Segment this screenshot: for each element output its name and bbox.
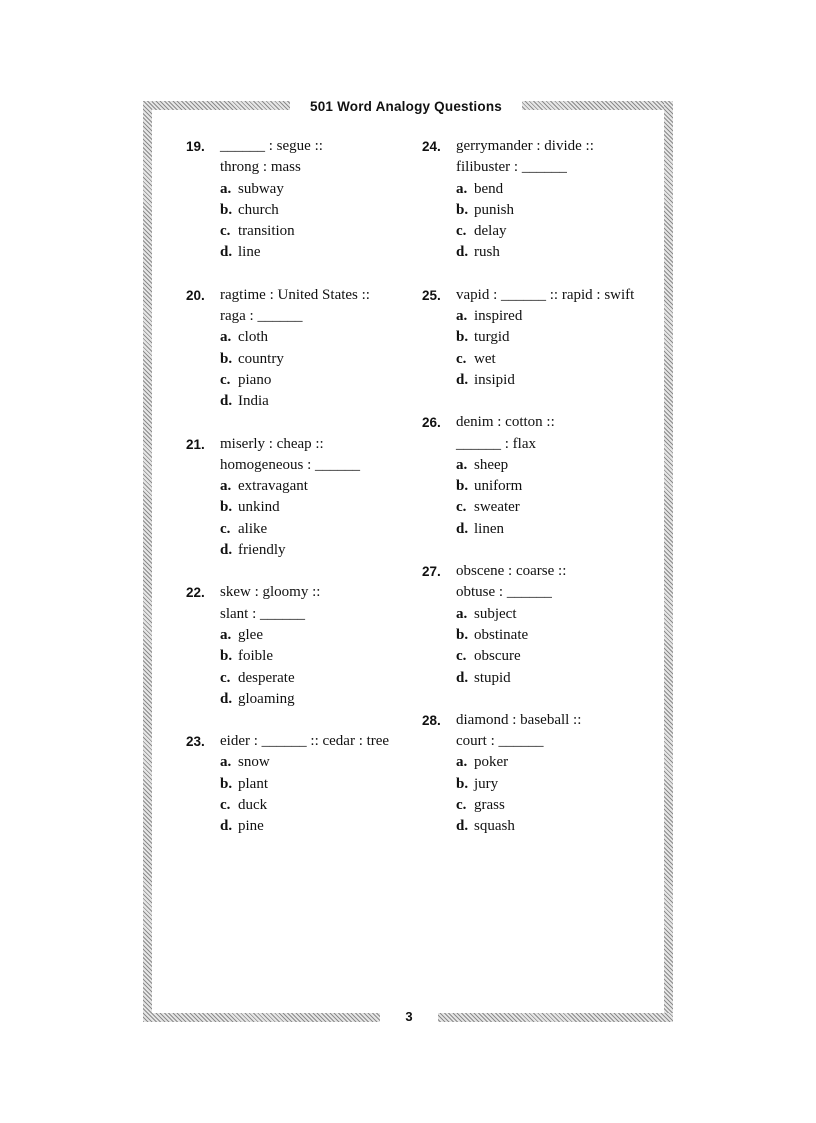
option-text: bend xyxy=(474,180,504,197)
answer-option[interactable] xyxy=(220,370,416,391)
option-text: punish xyxy=(474,201,515,218)
answer-option[interactable] xyxy=(456,476,652,497)
option-letter: b. xyxy=(220,648,233,665)
question-number: 23. xyxy=(186,734,205,750)
option-text: desperate xyxy=(238,669,295,686)
right-column xyxy=(422,136,652,859)
answer-option[interactable] xyxy=(456,179,652,200)
option-text: sweater xyxy=(474,499,520,516)
question-stem-line: gerrymander : divide :: xyxy=(456,138,594,154)
option-text: sheep xyxy=(474,456,509,473)
option-letter: d. xyxy=(456,818,469,835)
option-text: piano xyxy=(238,371,272,388)
option-text: subway xyxy=(238,180,284,197)
option-text: stupid xyxy=(474,669,511,686)
option-letter: b. xyxy=(456,626,469,643)
answer-option[interactable] xyxy=(456,668,652,689)
question-stem-line: skew : gloomy :: xyxy=(220,584,321,601)
option-letter: c. xyxy=(456,648,467,665)
answer-option[interactable] xyxy=(220,646,416,667)
question-stem-line: slant : ______ xyxy=(220,605,305,622)
option-letter: a. xyxy=(220,329,232,346)
question-stem-line: obtuse : ______ xyxy=(456,584,552,601)
question-number: 26. xyxy=(422,415,441,431)
answer-option[interactable] xyxy=(220,774,416,795)
question-stem-line: obscene : coarse :: xyxy=(456,563,567,580)
answer-option[interactable] xyxy=(220,497,416,518)
answer-option[interactable] xyxy=(456,816,652,837)
option-letter: b. xyxy=(220,499,233,516)
question-number: 21. xyxy=(186,436,205,452)
option-letter: d. xyxy=(220,244,233,261)
option-letter: b. xyxy=(220,775,233,792)
option-text: India xyxy=(238,393,269,410)
option-text: alike xyxy=(238,520,268,537)
option-letter: b. xyxy=(456,478,469,495)
question-19 xyxy=(186,136,416,264)
option-text: uniform xyxy=(474,478,523,495)
question-24 xyxy=(422,136,652,264)
option-letter: a. xyxy=(220,626,232,643)
answer-option[interactable] xyxy=(456,200,652,221)
option-text: squash xyxy=(474,818,515,835)
option-letter: a. xyxy=(220,754,232,771)
frame-left-border xyxy=(143,101,152,1022)
option-letter: b. xyxy=(220,201,233,218)
question-stem-line: filibuster : ______ xyxy=(456,159,567,176)
option-text: inspired xyxy=(474,308,523,325)
option-letter: b. xyxy=(220,350,233,367)
question-stem-line: vapid : ______ :: rapid : swift xyxy=(456,286,635,303)
question-number: 27. xyxy=(422,564,441,580)
option-text: duck xyxy=(238,797,268,814)
answer-option[interactable] xyxy=(220,391,416,412)
answer-option[interactable] xyxy=(220,816,416,837)
question-stem-line: diamond : baseball :: xyxy=(456,711,582,728)
answer-option[interactable] xyxy=(456,519,652,540)
option-letter: c. xyxy=(456,499,467,516)
answer-option[interactable] xyxy=(456,625,652,646)
option-text: cloth xyxy=(238,329,268,346)
option-text: pine xyxy=(238,818,264,835)
answer-option[interactable] xyxy=(220,327,416,348)
option-letter: d. xyxy=(456,520,469,537)
option-letter: c. xyxy=(456,223,467,240)
question-25 xyxy=(422,285,652,391)
option-letter: d. xyxy=(220,690,233,707)
option-text: snow xyxy=(238,754,270,771)
option-text: linen xyxy=(474,520,504,537)
option-text: wet xyxy=(474,350,496,367)
option-letter: d. xyxy=(220,393,233,410)
answer-option[interactable] xyxy=(456,242,652,263)
answer-option[interactable] xyxy=(220,795,416,816)
answer-option[interactable] xyxy=(456,327,652,348)
question-number: 22. xyxy=(186,585,205,601)
answer-option[interactable] xyxy=(456,221,652,242)
option-letter: d. xyxy=(456,244,469,261)
question-number: 25. xyxy=(422,287,441,303)
answer-option[interactable] xyxy=(220,540,416,561)
question-number: 19. xyxy=(186,139,205,154)
answer-option[interactable] xyxy=(456,370,652,391)
question-26 xyxy=(422,412,652,540)
frame-right-border xyxy=(664,101,673,1022)
option-letter: a. xyxy=(220,180,232,197)
option-text: turgid xyxy=(474,329,510,346)
question-stem-line: raga : ______ xyxy=(220,308,303,325)
question-stem-line: miserly : cheap :: xyxy=(220,435,324,452)
answer-option[interactable] xyxy=(220,179,416,200)
question-number: 24. xyxy=(422,139,441,154)
answer-option[interactable] xyxy=(456,455,652,476)
option-text: plant xyxy=(238,775,268,792)
question-20 xyxy=(186,285,416,413)
answer-option[interactable] xyxy=(456,497,652,518)
option-text: delay xyxy=(474,223,507,240)
answer-option[interactable] xyxy=(220,349,416,370)
option-text: subject xyxy=(474,605,517,622)
question-stem-line: ______ : segue :: xyxy=(220,138,323,154)
option-text: foible xyxy=(238,648,273,665)
option-letter: a. xyxy=(456,180,468,197)
option-letter: c. xyxy=(220,520,231,537)
question-number: 20. xyxy=(186,287,205,303)
option-letter: c. xyxy=(220,371,231,388)
answer-option[interactable] xyxy=(456,604,652,625)
question-stem-line: throng : mass xyxy=(220,159,301,176)
option-letter: a. xyxy=(456,754,468,771)
question-stem-line: ______ : flax xyxy=(456,435,536,452)
option-letter: d. xyxy=(456,371,469,388)
answer-option[interactable] xyxy=(220,221,416,242)
question-stem-line: ragtime : United States :: xyxy=(220,286,370,303)
answer-option[interactable] xyxy=(456,349,652,370)
question-23 xyxy=(186,731,416,837)
option-letter: b. xyxy=(456,329,469,346)
option-text: poker xyxy=(474,754,509,771)
answer-option[interactable] xyxy=(220,625,416,646)
option-text: extravagant xyxy=(238,478,308,495)
question-21 xyxy=(186,434,416,562)
option-letter: a. xyxy=(456,308,468,325)
answer-option[interactable] xyxy=(220,689,416,710)
page-number: 3 xyxy=(380,1006,438,1028)
answer-option[interactable] xyxy=(220,668,416,689)
question-stem-line: court : ______ xyxy=(456,733,544,750)
option-text: friendly xyxy=(238,542,286,559)
option-letter: c. xyxy=(456,797,467,814)
answer-option[interactable] xyxy=(456,795,652,816)
answer-option[interactable] xyxy=(456,752,652,773)
option-text: line xyxy=(238,244,261,261)
answer-option[interactable] xyxy=(456,774,652,795)
question-27 xyxy=(422,561,652,689)
option-letter: a. xyxy=(456,605,468,622)
answer-option[interactable] xyxy=(456,646,652,667)
answer-option[interactable] xyxy=(456,306,652,327)
option-letter: a. xyxy=(456,456,468,473)
option-letter: d. xyxy=(220,818,233,835)
option-text: gloaming xyxy=(238,690,295,707)
option-text: unkind xyxy=(238,499,280,516)
answer-option[interactable] xyxy=(220,242,416,263)
option-letter: b. xyxy=(456,201,469,218)
answer-option[interactable] xyxy=(220,476,416,497)
option-text: rush xyxy=(474,244,500,261)
option-text: country xyxy=(238,350,284,367)
option-letter: d. xyxy=(220,542,233,559)
answer-option[interactable] xyxy=(220,200,416,221)
option-letter: c. xyxy=(220,669,231,686)
option-letter: d. xyxy=(456,669,469,686)
option-text: obstinate xyxy=(474,626,529,643)
question-stem-line: homogeneous : ______ xyxy=(220,456,360,473)
option-text: grass xyxy=(474,797,505,814)
option-letter: c. xyxy=(220,797,231,814)
option-letter: c. xyxy=(220,223,231,240)
left-column xyxy=(186,136,416,859)
option-text: obscure xyxy=(474,648,521,665)
question-number: 28. xyxy=(422,712,441,728)
option-letter: c. xyxy=(456,350,467,367)
question-22 xyxy=(186,582,416,710)
option-text: church xyxy=(238,201,279,218)
answer-option[interactable] xyxy=(220,752,416,773)
question-stem-line: eider : ______ :: cedar : tree xyxy=(220,733,390,750)
option-letter: b. xyxy=(456,775,469,792)
question-28 xyxy=(422,710,652,838)
question-stem-line: denim : cotton :: xyxy=(456,414,555,431)
option-text: insipid xyxy=(474,371,515,388)
option-text: jury xyxy=(474,775,499,792)
option-text: transition xyxy=(238,223,295,240)
option-letter: a. xyxy=(220,478,232,495)
answer-option[interactable] xyxy=(220,519,416,540)
option-text: glee xyxy=(238,626,263,643)
page-header-title: 501 Word Analogy Questions xyxy=(290,96,522,118)
